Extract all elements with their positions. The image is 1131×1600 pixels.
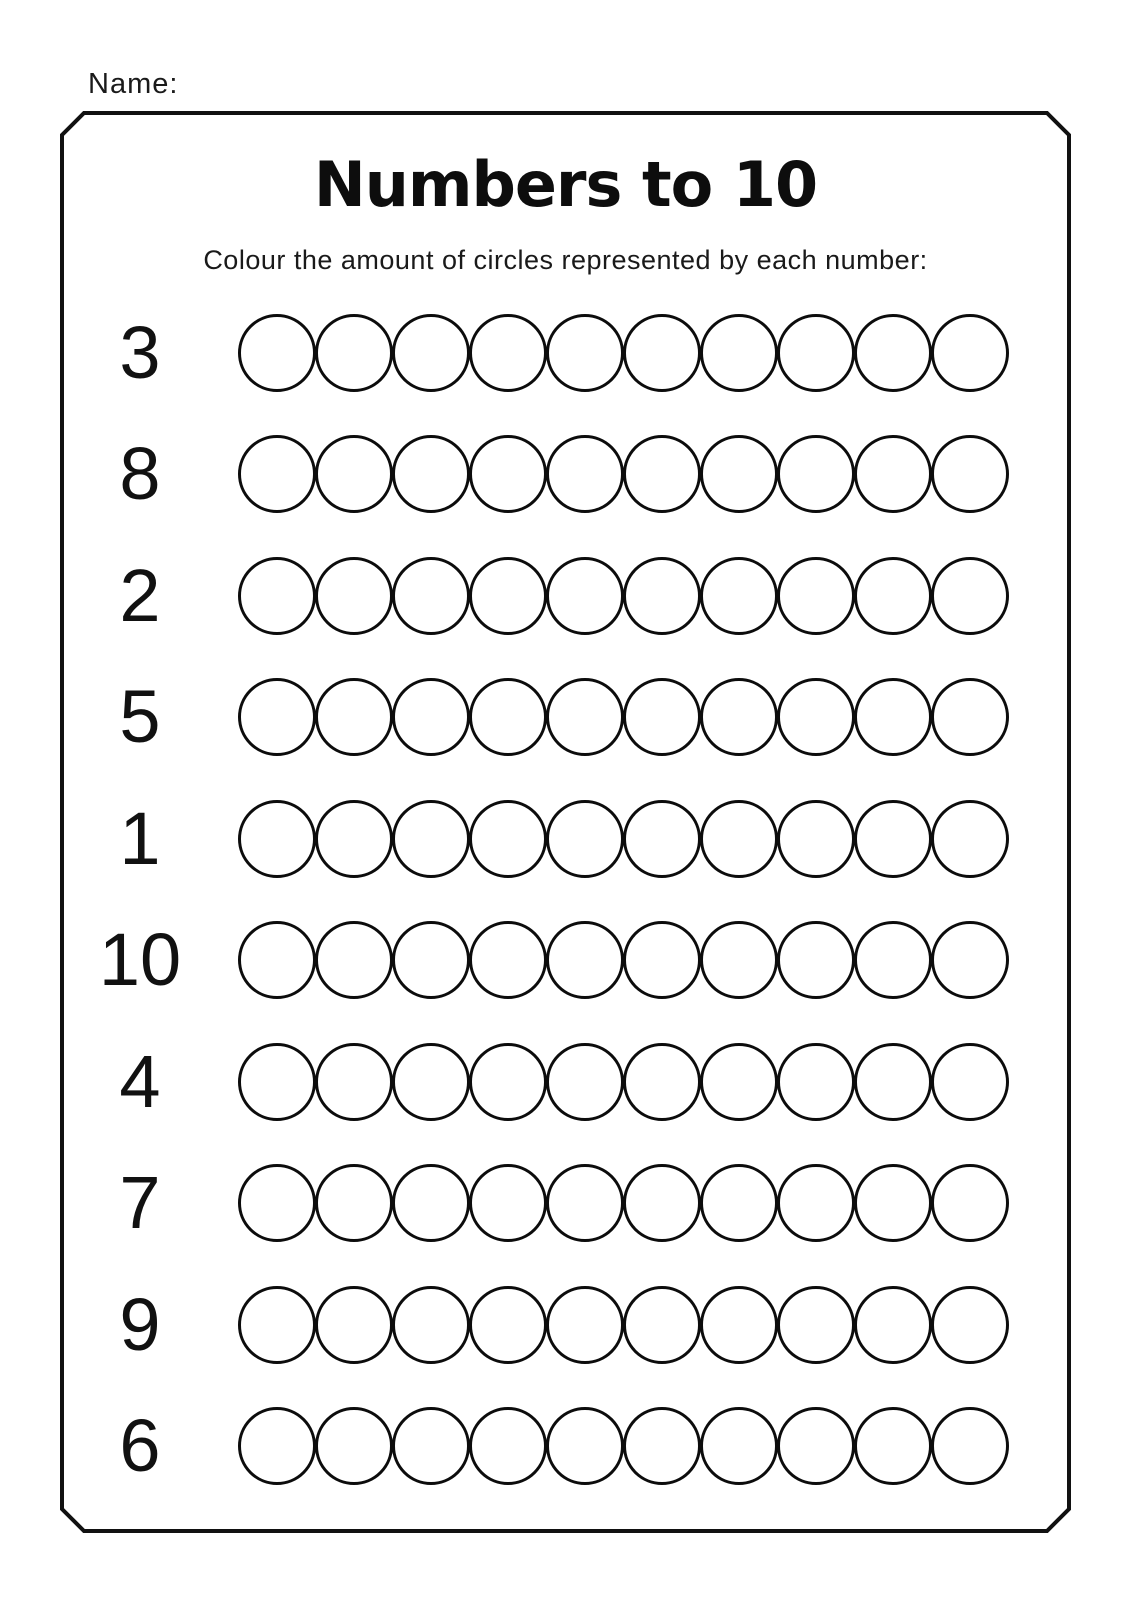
- colour-circle[interactable]: [238, 435, 316, 513]
- colour-circle[interactable]: [700, 1407, 778, 1485]
- colour-circle[interactable]: [623, 557, 701, 635]
- row-number-label: 8: [119, 432, 161, 516]
- colour-circle[interactable]: [392, 1043, 470, 1121]
- colour-circle[interactable]: [623, 1043, 701, 1121]
- colour-circle[interactable]: [546, 800, 624, 878]
- colour-circle[interactable]: [931, 1407, 1009, 1485]
- colour-circle[interactable]: [469, 678, 547, 756]
- row-number-label: 10: [98, 918, 182, 1002]
- worksheet-rows: [70, 292, 1070, 1507]
- row-number-label: 2: [119, 553, 161, 637]
- colour-circle[interactable]: [700, 921, 778, 999]
- colour-circle[interactable]: [931, 557, 1009, 635]
- colour-circle[interactable]: [315, 800, 393, 878]
- row-circles: [238, 1164, 1008, 1242]
- colour-circle[interactable]: [315, 1407, 393, 1485]
- colour-circle[interactable]: [700, 314, 778, 392]
- colour-circle[interactable]: [546, 921, 624, 999]
- row-circles: [238, 557, 1008, 635]
- colour-circle[interactable]: [777, 800, 855, 878]
- colour-circle[interactable]: [238, 1286, 316, 1364]
- colour-circle[interactable]: [238, 921, 316, 999]
- colour-circle[interactable]: [854, 921, 932, 999]
- colour-circle[interactable]: [546, 1164, 624, 1242]
- colour-circle[interactable]: [469, 1407, 547, 1485]
- row-number-label: 6: [119, 1404, 161, 1488]
- colour-circle[interactable]: [392, 678, 470, 756]
- colour-circle[interactable]: [315, 1286, 393, 1364]
- name-label: Name:: [88, 68, 179, 100]
- row-number-label: 3: [119, 310, 161, 394]
- worksheet-row: [70, 292, 1070, 414]
- colour-circle[interactable]: [623, 800, 701, 878]
- colour-circle[interactable]: [469, 800, 547, 878]
- colour-circle[interactable]: [931, 314, 1009, 392]
- row-number-label: 1: [119, 796, 161, 880]
- colour-circle[interactable]: [700, 1164, 778, 1242]
- colour-circle[interactable]: [777, 557, 855, 635]
- colour-circle[interactable]: [700, 1286, 778, 1364]
- colour-circle[interactable]: [238, 1407, 316, 1485]
- colour-circle[interactable]: [931, 678, 1009, 756]
- colour-circle[interactable]: [931, 921, 1009, 999]
- colour-circle[interactable]: [469, 1043, 547, 1121]
- instruction-text: Colour the amount of circles represented by each number:: [203, 245, 928, 275]
- row-number-label: 7: [119, 1161, 161, 1245]
- row-circles: [238, 800, 1008, 878]
- colour-circle[interactable]: [546, 1286, 624, 1364]
- colour-circle[interactable]: [546, 314, 624, 392]
- row-circles: [238, 1043, 1008, 1121]
- colour-circle[interactable]: [469, 314, 547, 392]
- colour-circle[interactable]: [623, 1286, 701, 1364]
- colour-circle[interactable]: [238, 800, 316, 878]
- colour-circle[interactable]: [315, 435, 393, 513]
- colour-circle[interactable]: [238, 678, 316, 756]
- colour-circle[interactable]: [931, 1286, 1009, 1364]
- colour-circle[interactable]: [315, 1043, 393, 1121]
- colour-circle[interactable]: [931, 435, 1009, 513]
- colour-circle[interactable]: [315, 314, 393, 392]
- row-circles: [238, 1407, 1008, 1485]
- colour-circle[interactable]: [546, 435, 624, 513]
- colour-circle[interactable]: [854, 1407, 932, 1485]
- colour-circle[interactable]: [623, 314, 701, 392]
- colour-circle[interactable]: [392, 1164, 470, 1242]
- colour-circle[interactable]: [931, 1164, 1009, 1242]
- colour-circle[interactable]: [469, 1164, 547, 1242]
- colour-circle[interactable]: [315, 557, 393, 635]
- colour-circle[interactable]: [854, 314, 932, 392]
- worksheet-row: [70, 1264, 1070, 1386]
- colour-circle[interactable]: [392, 921, 470, 999]
- colour-circle[interactable]: [392, 314, 470, 392]
- colour-circle[interactable]: [469, 435, 547, 513]
- colour-circle[interactable]: [623, 1164, 701, 1242]
- colour-circle[interactable]: [854, 1164, 932, 1242]
- colour-circle[interactable]: [392, 1407, 470, 1485]
- colour-circle[interactable]: [469, 1286, 547, 1364]
- colour-circle[interactable]: [392, 435, 470, 513]
- colour-circle[interactable]: [623, 921, 701, 999]
- worksheet-row: [70, 1021, 1070, 1143]
- colour-circle[interactable]: [777, 1286, 855, 1364]
- row-circles: [238, 314, 1008, 392]
- colour-circle[interactable]: [623, 1407, 701, 1485]
- colour-circle[interactable]: [546, 1043, 624, 1121]
- colour-circle[interactable]: [546, 678, 624, 756]
- colour-circle[interactable]: [315, 1164, 393, 1242]
- row-circles: [238, 678, 1008, 756]
- colour-circle[interactable]: [777, 1164, 855, 1242]
- colour-circle[interactable]: [469, 557, 547, 635]
- worksheet-row: [70, 778, 1070, 900]
- colour-circle[interactable]: [700, 557, 778, 635]
- colour-circle[interactable]: [238, 1043, 316, 1121]
- colour-circle[interactable]: [854, 678, 932, 756]
- colour-circle[interactable]: [854, 1286, 932, 1364]
- row-number-label: 9: [119, 1282, 161, 1366]
- worksheet-row: [70, 535, 1070, 657]
- colour-circle[interactable]: [700, 678, 778, 756]
- colour-circle[interactable]: [546, 557, 624, 635]
- row-circles: [238, 1286, 1008, 1364]
- colour-circle[interactable]: [238, 557, 316, 635]
- colour-circle[interactable]: [854, 435, 932, 513]
- colour-circle[interactable]: [315, 678, 393, 756]
- colour-circle[interactable]: [777, 314, 855, 392]
- row-circles: [238, 921, 1008, 999]
- colour-circle[interactable]: [238, 1164, 316, 1242]
- colour-circle[interactable]: [777, 1043, 855, 1121]
- row-number-label: 5: [119, 675, 161, 759]
- worksheet-row: [70, 900, 1070, 1022]
- colour-circle[interactable]: [854, 1043, 932, 1121]
- worksheet-row: [70, 1386, 1070, 1508]
- colour-circle[interactable]: [700, 1043, 778, 1121]
- colour-circle[interactable]: [777, 921, 855, 999]
- row-circles: [238, 435, 1008, 513]
- colour-circle[interactable]: [623, 678, 701, 756]
- worksheet-row: [70, 1143, 1070, 1265]
- colour-circle[interactable]: [315, 921, 393, 999]
- page-title: Numbers to 10: [313, 148, 818, 221]
- colour-circle[interactable]: [777, 678, 855, 756]
- colour-circle[interactable]: [854, 557, 932, 635]
- row-number-label: 4: [119, 1039, 161, 1123]
- colour-circle[interactable]: [931, 800, 1009, 878]
- colour-circle[interactable]: [546, 1407, 624, 1485]
- colour-circle[interactable]: [700, 435, 778, 513]
- colour-circle[interactable]: [238, 314, 316, 392]
- worksheet-row: [70, 657, 1070, 779]
- colour-circle[interactable]: [392, 800, 470, 878]
- colour-circle[interactable]: [777, 435, 855, 513]
- colour-circle[interactable]: [700, 800, 778, 878]
- colour-circle[interactable]: [854, 800, 932, 878]
- colour-circle[interactable]: [777, 1407, 855, 1485]
- colour-circle[interactable]: [623, 435, 701, 513]
- worksheet-row: [70, 414, 1070, 536]
- colour-circle[interactable]: [931, 1043, 1009, 1121]
- colour-circle[interactable]: [469, 921, 547, 999]
- colour-circle[interactable]: [392, 557, 470, 635]
- colour-circle[interactable]: [392, 1286, 470, 1364]
